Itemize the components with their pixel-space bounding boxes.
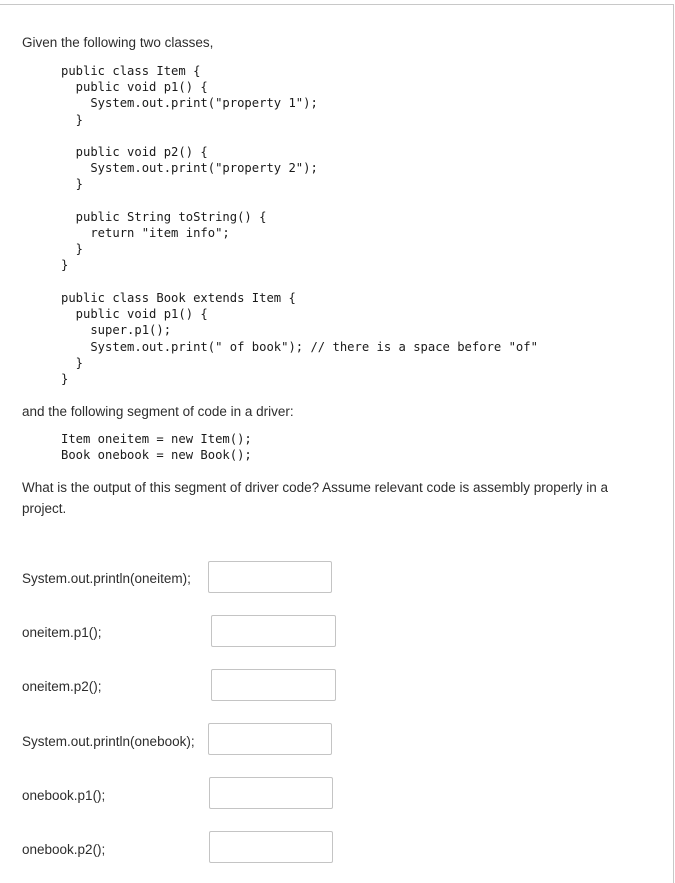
answer-label-println-onebook: System.out.println(onebook); — [22, 734, 195, 749]
intro-text: Given the following two classes, — [22, 35, 214, 50]
answer-label-onebook-p1: onebook.p1(); — [22, 788, 106, 803]
answer-input-onebook-p2[interactable] — [209, 831, 333, 863]
code-block-driver: Item oneitem = new Item(); Book onebook = new Book(); — [61, 432, 252, 463]
answer-input-onebook-p1[interactable] — [209, 777, 333, 809]
answer-input-oneitem-p1[interactable] — [211, 615, 336, 647]
driver-intro-text: and the following segment of code in a driver: — [22, 404, 294, 419]
answer-label-oneitem-p1: oneitem.p1(); — [22, 625, 102, 640]
question-text: What is the output of this segment of driver code? Assume relevant code is assembly properly in a project. — [22, 480, 609, 516]
answer-input-oneitem-p2[interactable] — [211, 669, 336, 701]
code-block-book-class: public class Book extends Item { public void p1() { super.p1(); System.out.print(" of book"); // there is a space before "of" } } — [61, 291, 538, 387]
answer-label-onebook-p2: onebook.p2(); — [22, 842, 106, 857]
answer-input-println-onebook[interactable] — [208, 723, 332, 755]
answer-label-println-oneitem: System.out.println(oneitem); — [22, 571, 191, 586]
code-block-item-class: public class Item { public void p1() { System.out.print("property 1"); } public void p2() { System.out.print("property 2"); } public String toString() { return "item info"; } } — [61, 64, 318, 273]
answer-input-println-oneitem[interactable] — [208, 561, 332, 593]
answer-label-oneitem-p2: oneitem.p2(); — [22, 679, 102, 694]
